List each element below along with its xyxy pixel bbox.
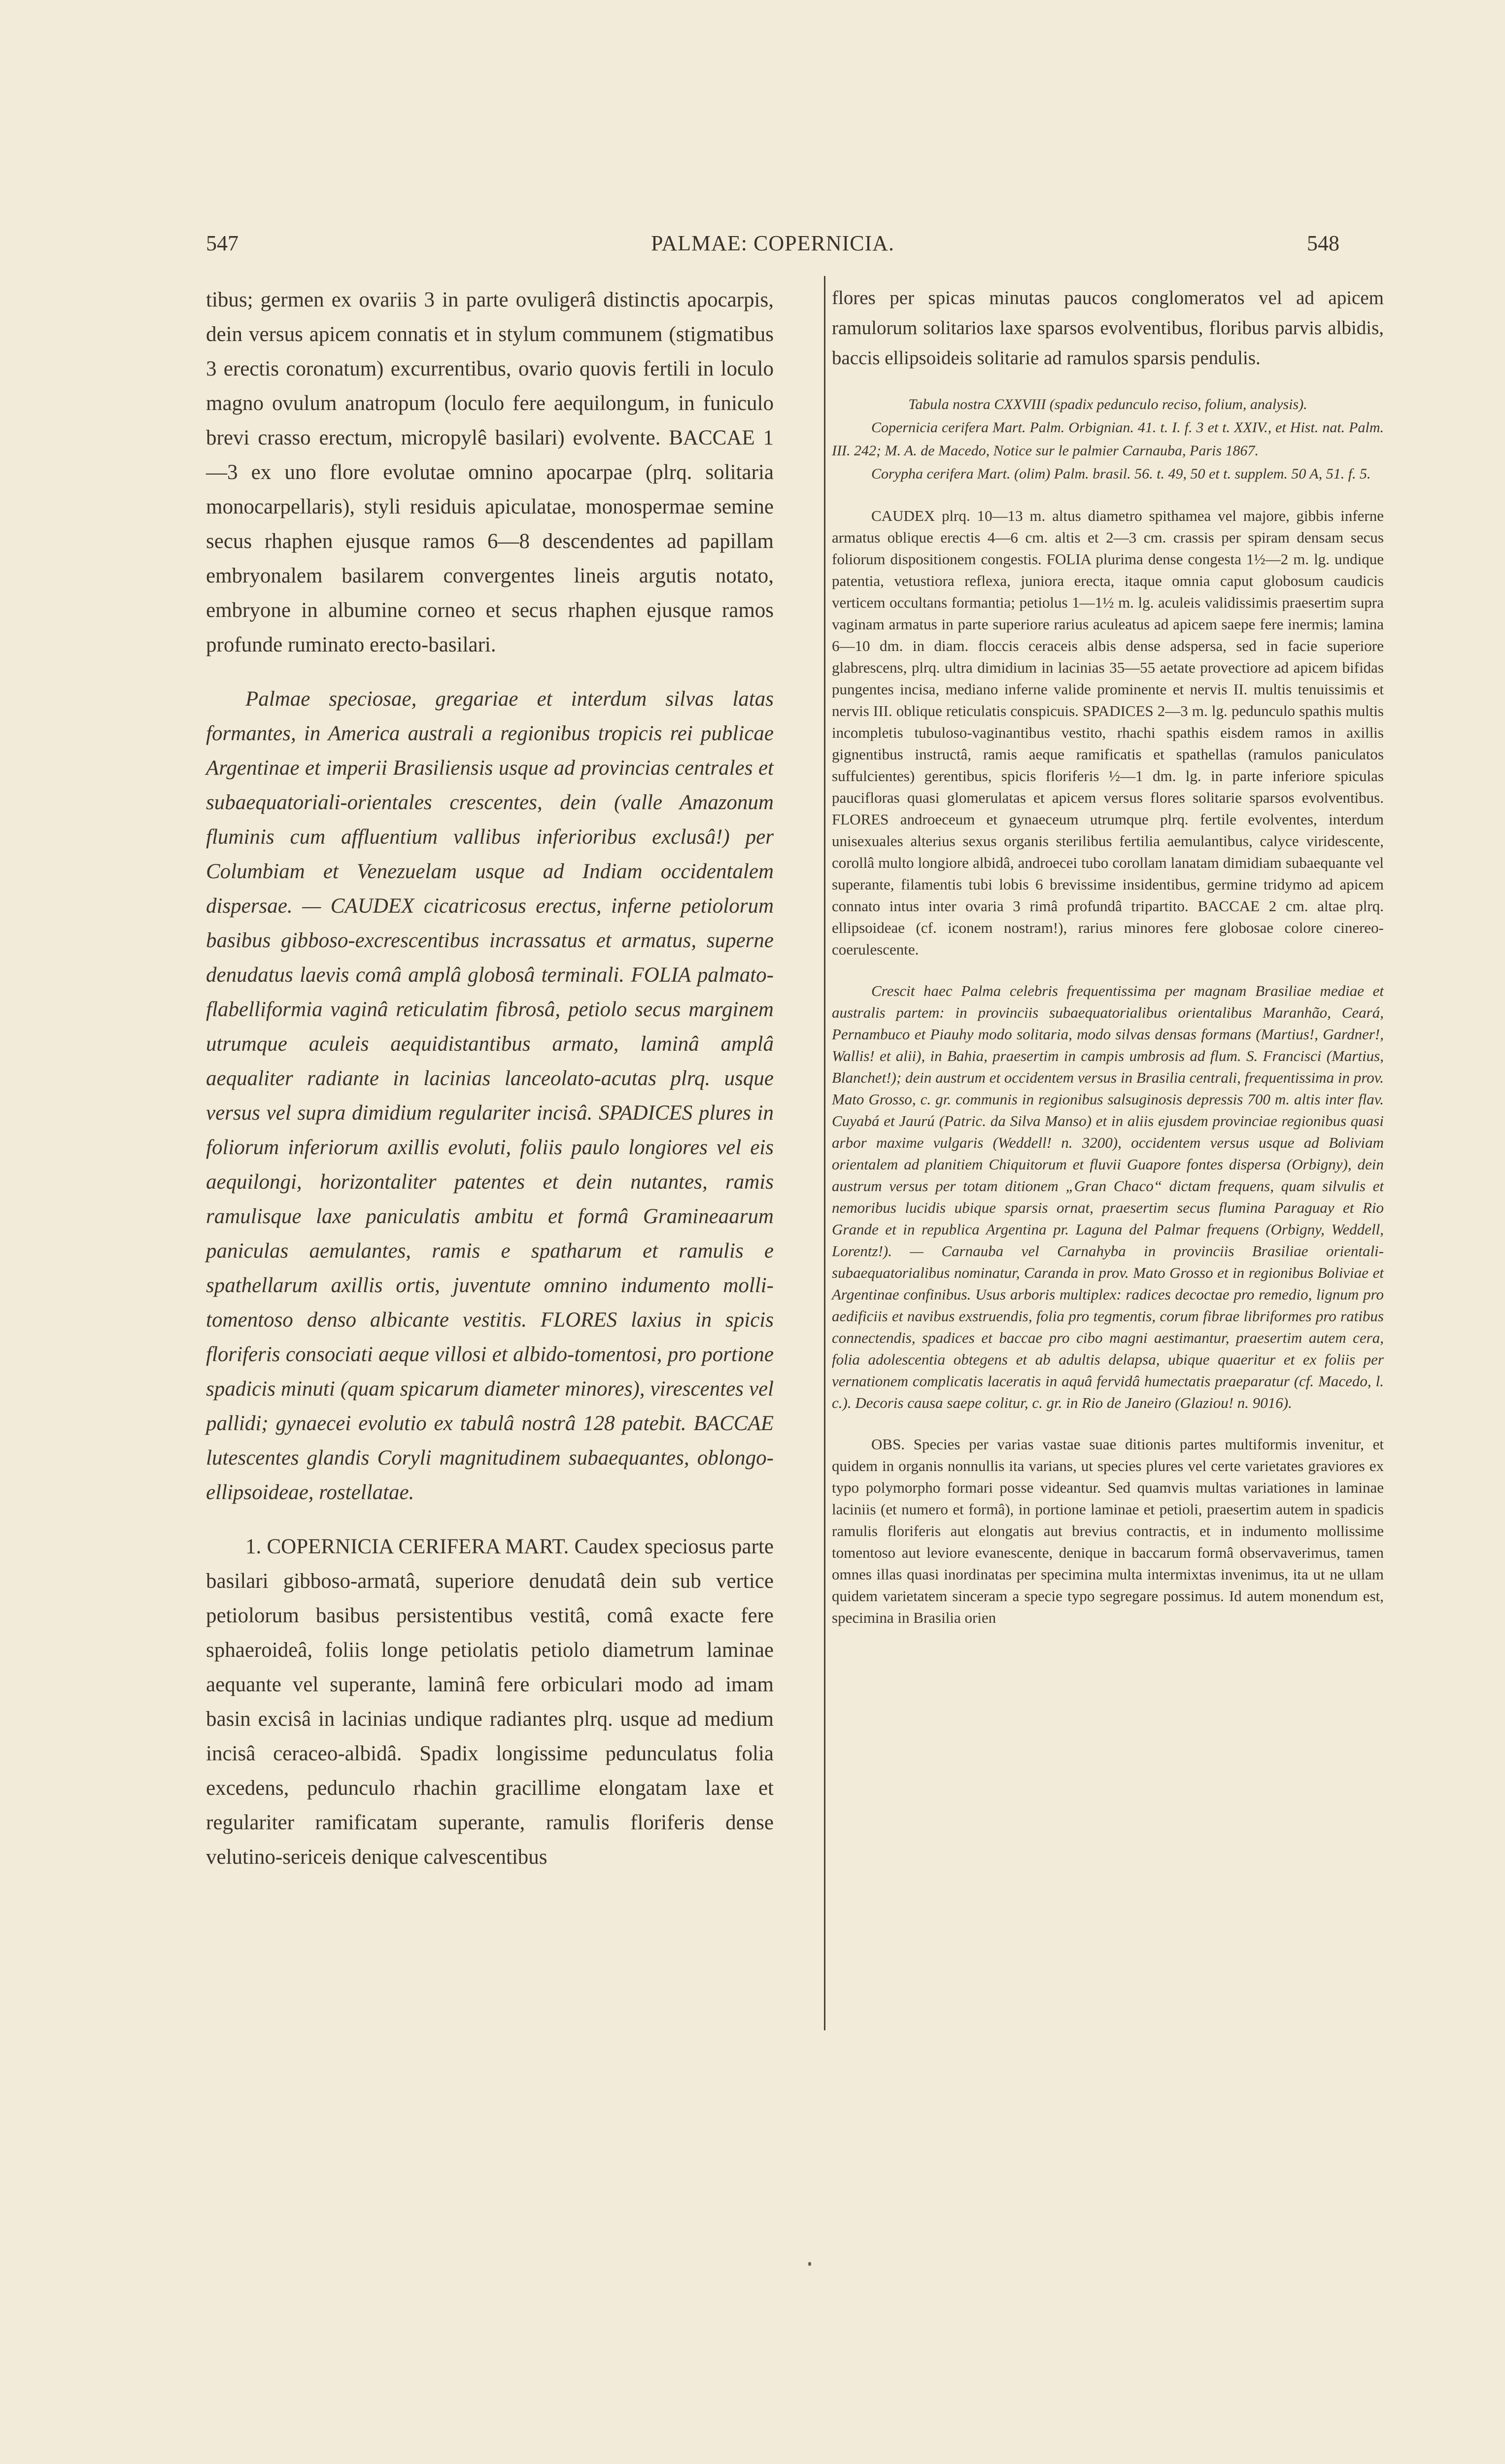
paragraph-gap [832,373,1384,393]
paragraph-gap [832,960,1384,980]
left-column [206,283,774,1875]
paragraph-gap [832,1414,1384,1434]
paragraph-gap [832,485,1384,505]
paragraph-gap [206,1510,774,1530]
left-page-number: 547 [206,231,239,255]
species-description-continued: flores per spicas minutas paucos conglomeratos vel ad apicem ramulorum solitarios laxe sparsos evolventibus, floribus parvis albidis, baccis ellipsoideis solitarie ad ramulos sparsis pendulis. [832,287,1384,369]
habitat-and-uses: Crescit haec Palma celebris frequentissima per magnam Brasiliae mediae et australis partem: in provinciis subaequatorialibus orientalibus Maranhão, Ceará, Pernambuco et Piauhy modo solitaria, modo silvas densas formans (Martius!, Gardner!, Wallis! et alii), in Bahia, praesertim in campis umbrosis ad flum. S. Francisci (Martius, Blanchet!); dein austrum et occidentem versus in Brasilia centrali, frequentissima in prov. Mato Grosso, c. gr. communis in regionibus salsuginosis depressis 700 m. altis inter flav. Cuyabá et Jaurú (Patric. da Silva Manso) et in aliis ejusdem provinciae regionibus quasi arbor maxime vulgaris (Weddell! n. 3200), occidentem versus usque ad Boliviam orientalem ad planitiem Chiquitorum et fluvii Guapore fontes dispersa (Orbigny), dein austrum versus per totam ditionem „Gran Chaco“ dictam frequens, quam silvulis et nemoribus lucidis ubique sparsis ornat, praesertim secus flumina Paraguay et Rio Grande et in republica Argentina pr. Laguna del Palmar frequens (Orbigny, Weddell, Lorentz!). — Carnauba vel Carnahyba in provinciis Brasiliae orientali-subaequatorialibus nominatur, Caranda in prov. Mato Grosso et in regionibus Boliviae et Argentinae confinibus. Usus arboris multiplex: radices decoctae pro remedio, lignum pro aedificiis et navibus exstruendis, folia pro tegmentis, corum fibrae libriformes pro ratibus connectendis, spadices et baccae pro cibo magni aestimantur, praesertim autem cera, folia adolescentia obtegens et ab adultis delapsa, ubique quaeritur et ex foliis per vernationem complicatis laceratis in aquâ fervidâ humectatis praeparatur (cf. Macedo, l. c.). Decoris causa saepe colitur, c. gr. in Rio de Janeiro (Glaziou! n. 9016). [832,982,1384,1411]
observation-note: OBS. Species per varias vastae suae ditionis partes multiformis invenitur, et quidem in organis nonnullis ita varians, ut species plures vel certe varietates graviores ex typo polymorpho formari posse videantur. Sed quamvis multas variationes in laminae laciniis (et numero et formâ), in portione laminae et petioli, praesertim autem in spadicis ramulis floriferis aut elongatis aut brevius contractis, et in indumento mollissime tomentoso aut leviore evanescente, denique in baccarum formâ observaverimus, tamen omnes illas quasi inordinatas per specimina multa intermixtas invenimus, ita ut ne ullam quidem varietatem sinceram a specie typo segregare possimus. Id autem monendum est, specimina in Brasilia orien [832,1436,1384,1626]
paragraph-gap [206,662,774,682]
right-column [832,283,1384,1629]
column-divider [824,276,825,2030]
synonym-reference-2: Corypha cerifera Mart. (olim) Palm. brasil. 56. t. 49, 50 et t. supplem. 50 A, 51. f. 5. [871,466,1371,482]
genus-description-end: tibus; germen ex ovariis 3 in parte ovuligerâ distinctis apocarpis, dein versus apicem connatis et in stylum communem (stigmatibus 3 erectis coronatum) excurrentibus, ovario quovis fertili in loculo magno ovulum anatropum (loculo fere aequilongum, in funiculo brevi crasso erectum, micropylê basilari) evolvente. BACCAE 1—3 ex uno flore evolutae omnino apocarpae (plrq. solitaria monocarpellaris), styli residuis apiculatae, monospermae semine secus rhaphen ejusque ramos 6—8 descendentes ad papillam embryonalem basilarem convergentes lineis argutis notato, embryone in albumine corneo et secus rhaphen ejusque ramos profunde ruminato erecto-basilari. [206,288,774,656]
ink-speck [808,2262,811,2266]
synonym-reference-1: Copernicia cerifera Mart. Palm. Orbignian. 41. t. I. f. 3 et t. XXIV., et Hist. nat. Palm. III. 242; M. A. de Macedo, Notice sur le palmier Carnauba, Paris 1867. [832,419,1384,459]
plate-reference: Tabula nostra CXXVIII (spadix pedunculo reciso, folium, analysis). [908,396,1307,412]
running-title: PALMAE: COPERNICIA. [650,231,895,255]
detailed-description: CAUDEX plrq. 10—13 m. altus diametro spithamea vel majore, gibbis inferne armatus oblique erectis 4—6 cm. altis et 2—3 cm. crassis per spiram densam secus foliorum dispositionem congestis. FOLIA plurima dense congesta 1½—2 m. lg. undique patentia, vetustiora reflexa, juniora erecta, itaque omnia caput globosum caudicis verticem occultans formantia; petiolus 1—1½ m. lg. aculeis validissimis praesertim supra vaginam armatus in parte superiore rarius aculeatus ad apicem saepe fere inermis; lamina 6—10 dm. in diam. floccis ceraceis albis dense adspersa, sed in facie superiore glabrescens, plrq. ultra dimidium in lacinias 35—55 aetate provectiore ad apicem bifidas pungentes incisa, mediano inferne valide prominente et nervis II. multis tenuissimis et nervis III. oblique reticulatis conspicuis. SPADICES 2—3 m. lg. pedunculo spathis multis incompletis tubuloso-vaginantibus vestito, rhachi spathis eisdem ramos in axillis gignentibus instructâ, ramis aeque ramificatis et spathellas (ramulos paniculatos suffulcientes) gerentibus, spicis floriferis ½—1 dm. lg. in parte inferiore spiculas paucifloras quasi glomerulatas et apicem versus flores solitarie sparsos evolventibus. FLORES androeceum et gynaeceum utrumque plrq. fertile evolventes, interdum unisexuales alterius sexus organis sterilibus fertilia aemulantibus, calyce viridescente, corollâ multo longiore albidâ, androecei tubo corollam lanatam dimidiam subaequante vel superante, filamentis tubi lobis 6 brevissime insidentibus, germine tridymo ad apicem connato intus inter ovaria 3 rimâ profundâ tripartito. BACCAE 2 cm. altae plrq. ellipsoideae (cf. iconem nostram!), rarius minores fere globosae colore cinereo-coerulescente. [832,507,1384,958]
genus-distribution: Palmae speciosae, gregariae et interdum silvas latas formantes, in America australi a regionibus tropicis rei publicae Argentinae et imperii Brasiliensis usque ad provincias centrales et subaequatoriali-orientales crescentes, dein (valle Amazonum fluminis cum affluentium vallibus inferioribus exclusâ!) per Columbiam et Venezuelam usque ad Indiam occidentalem dispersae. — CAUDEX cicatricosus erectus, inferne petiolorum basibus gibboso-excrescentibus incrassatus et armatus, superne denudatus laevis comâ amplâ globosâ terminali. FOLIA palmato-flabelliformia vaginâ reticulatim fibrosâ, petiolo secus marginem utrumque aculeis aequidistantibus armato, laminâ amplâ aequaliter radiante in lacinias lanceolato-acutas plrq. usque versus vel supra dimidium regulariter incisâ. SPADICES plures in foliorum inferiorum axillis evoluti, foliis paulo longiores vel eis aequilongi, horizontaliter patentes et dein nutantes, ramis ramulisque laxe paniculatis ambitu et formâ Gramineaarum paniculas aemulantes, ramis e spatharum et ramulis e spathellarum axillis ortis, juventute omnino indumento molli-tomentoso denso albicante vestitis. FLORES laxius in spicis floriferis consociati aeque villosi et albido-tomentosi, pro portione spadicis minuti (quam spicarum diameter minores), virescentes vel pallidi; gynaecei evolutio ex tabulâ nostrâ 128 patebit. BACCAE lutescentes glandis Coryli magnitudinem subaequantes, oblongo-ellipsoideae, rostellatae. [206,687,774,1504]
right-page-number: 548 [1307,231,1339,255]
species-1-description: 1. COPERNICIA CERIFERA MART. Caudex speciosus parte basilari gibboso-armatâ, superiore denudatâ dein sub vertice petiolorum basibus persistentibus vestitâ, comâ exacte fere sphaeroideâ, foliis longe petiolatis petiolo diametrum laminae aequante vel superante, laminâ fere orbiculari modo ad imam basin excisâ in lacinias undique radiantes plrq. usque ad medium incisâ ceraceo-albidâ. Spadix longissime pedunculatus folia excedens, pedunculo rhachin gracillime elongatam laxe et regulariter ramificatam superante, ramulis floriferis dense velutino-sericeis denique calvescentibus [206,1535,774,1869]
page-header [206,231,1339,265]
